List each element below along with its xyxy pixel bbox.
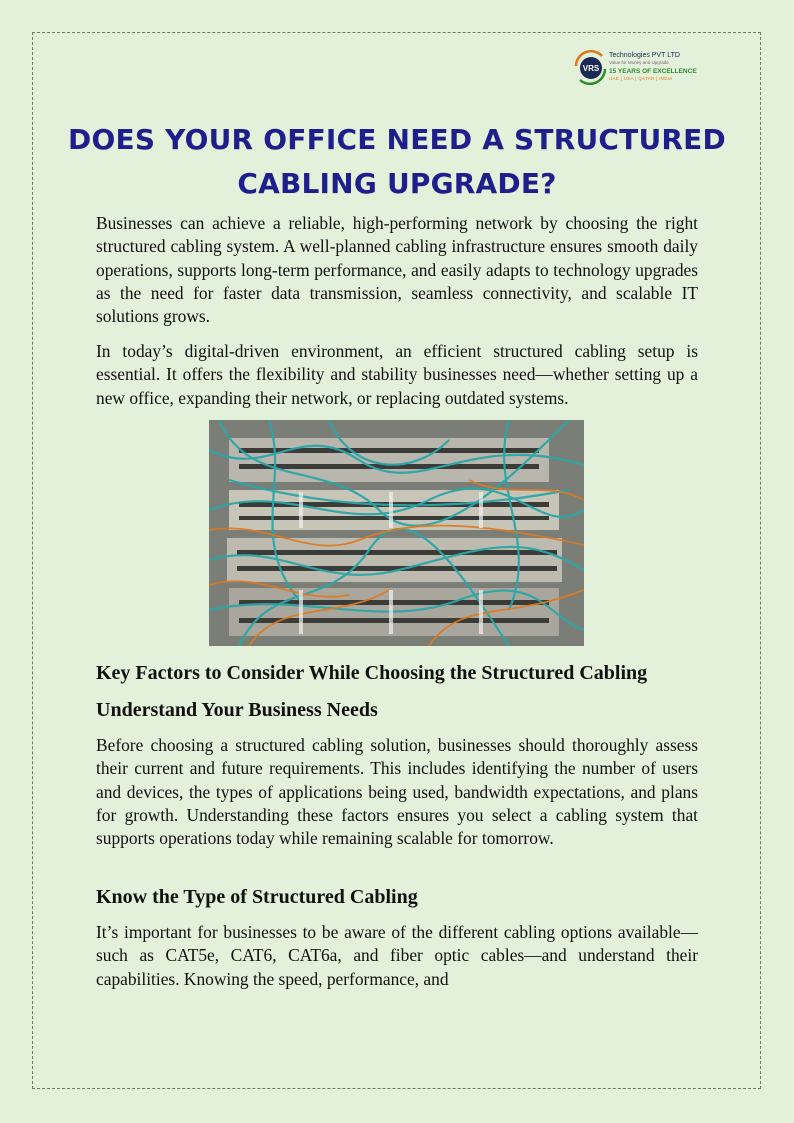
logo-tagline: Value for Money and Upgrade: [609, 60, 669, 65]
section-heading-key-factors: Key Factors to Consider While Choosing the Structured Cabling: [96, 662, 648, 684]
logo-years: 15 YEARS OF EXCELLENCE: [609, 67, 697, 75]
company-logo: [572, 50, 700, 88]
intro-paragraph-1: Businesses can achieve a reliable, high-performing network by choosing the right structured cabling system. A well-planned cabling infrastructure ensures smooth daily operations, supports long-term performance, and easily adapts to technology upgrades as the need for faster data transmission, seamless connectivity, and scalable IT solutions grows.: [96, 213, 698, 327]
subheading-know-type: Know the Type of Structured Cabling: [96, 886, 418, 908]
globe-logo-icon: [572, 50, 610, 86]
logo-mark-text: VRS: [582, 64, 600, 73]
logo-company-name: Technologies PVT LTD: [609, 52, 680, 59]
types-paragraph: It’s important for businesses to be aware of the different cabling options available—such as CAT5e, CAT6, CAT6a, and fiber optic cables—and understand their capabilities. Knowing the speed, performance, and: [96, 922, 698, 989]
page-title: DOES YOUR OFFICE NEED A STRUCTURED CABLING UPGRADE?: [68, 123, 726, 200]
intro-paragraph-2: In today’s digital-driven environment, an efficient structured cabling setup is essential. It offers the flexibility and stability businesses need—whether setting up a new office, expanding their network, or replacing outdated systems.: [96, 341, 698, 408]
needs-paragraph: Before choosing a structured cabling solution, businesses should thoroughly assess their current and future requirements. This includes identifying the number of users and devices, the types of applications being used, bandwidth expectations, and plans for growth. Understanding these factors ensures you select a cabling system that supports operations today while remaining scalable for tomorrow.: [96, 735, 698, 849]
cabling-photo: [209, 420, 584, 646]
logo-regions: UAE | USA | QATAR | INDIA: [609, 76, 673, 81]
subheading-understand-needs: Understand Your Business Needs: [96, 699, 378, 721]
